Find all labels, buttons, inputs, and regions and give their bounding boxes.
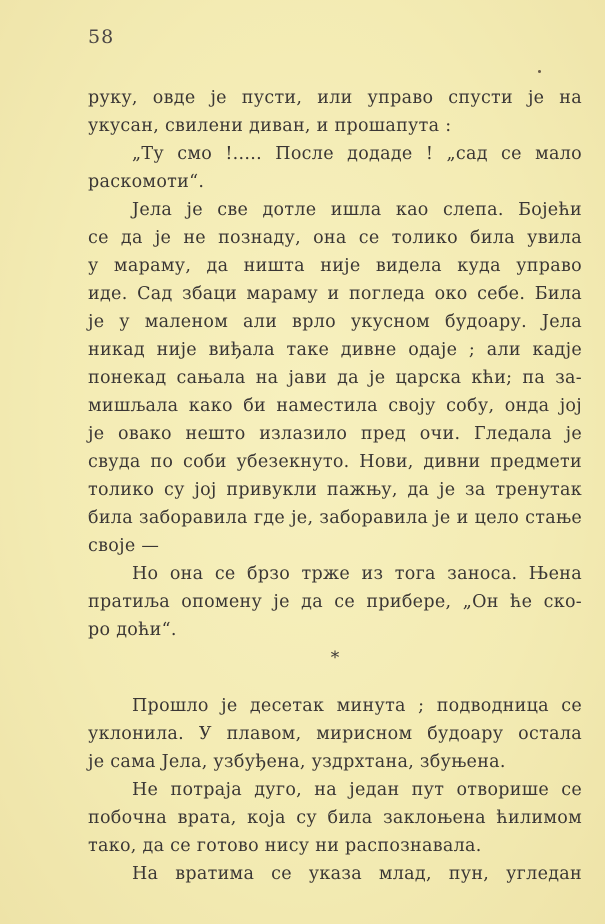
text-line: Јела је све дотле ишла као слепа. Бојећи (132, 200, 582, 220)
text-line: је у маленом али врло укусном будоару. Јела (88, 312, 582, 332)
text-line: се да је не познаду, она се толико била увила (88, 228, 582, 248)
text-line: толико су јој привукли пажњу, да је за тренутак (88, 480, 582, 500)
text-line: На вратима се указа млад, пун, угледан (132, 864, 582, 884)
text-line: Но она се брзо трже из тога заноса. Њена (132, 564, 582, 584)
text-line: уклонила. У плавом, мирисном будоару остала (88, 724, 582, 744)
text-line: раскомоти“. (88, 172, 205, 192)
text-line: укусан, свилени диван, и прошапута : (88, 116, 452, 136)
text-line: руку, овде је пусти, или управо спусти је на (88, 88, 582, 108)
text-line: „Ту смо !..... После додаде ! „сад се мало (132, 144, 582, 164)
text-line: понекад сањала на јави да је царска кћи; па за- (88, 368, 582, 388)
page-number: 58 (88, 26, 115, 48)
text-line: свуда по соби убезекнуто. Нови, дивни предмети (88, 452, 582, 472)
text-line: мишљала како би наместила своју собу, онда јој (88, 396, 582, 416)
text-line: је сама Јела, узбуђена, уздрхтана, збуњена. (88, 752, 506, 772)
text-line: ро доћи“. (88, 620, 177, 640)
section-separator: * (330, 648, 340, 668)
text-line: је овако нешто излазило пред очи. Гледала је (88, 424, 582, 444)
text-line: иде. Сад збаци мараму и погледа око себе. Била (88, 284, 582, 304)
text-line: пратиља опомену је да се прибере, „Он ће ско- (88, 592, 582, 612)
text-line: никад није виђала таке дивне одаје ; али кадје (88, 340, 582, 360)
text-line: Не потраја дуго, на један пут отворише се (132, 780, 582, 800)
body-text (88, 84, 582, 888)
text-line: у мараму, да ништа није видела куда управо (88, 256, 582, 276)
text-line: била заборавила где је, заборавила је и цело стање (88, 508, 582, 528)
text-line: тако, да се готово нису ни распознавала. (88, 836, 482, 856)
text-line: Прошло је десетак минута ; подводница се (132, 696, 582, 716)
text-line: своје — (88, 536, 160, 556)
ink-speck (538, 70, 541, 73)
text-line: побочна врата, која су била заклоњена ћилимом (88, 808, 582, 828)
